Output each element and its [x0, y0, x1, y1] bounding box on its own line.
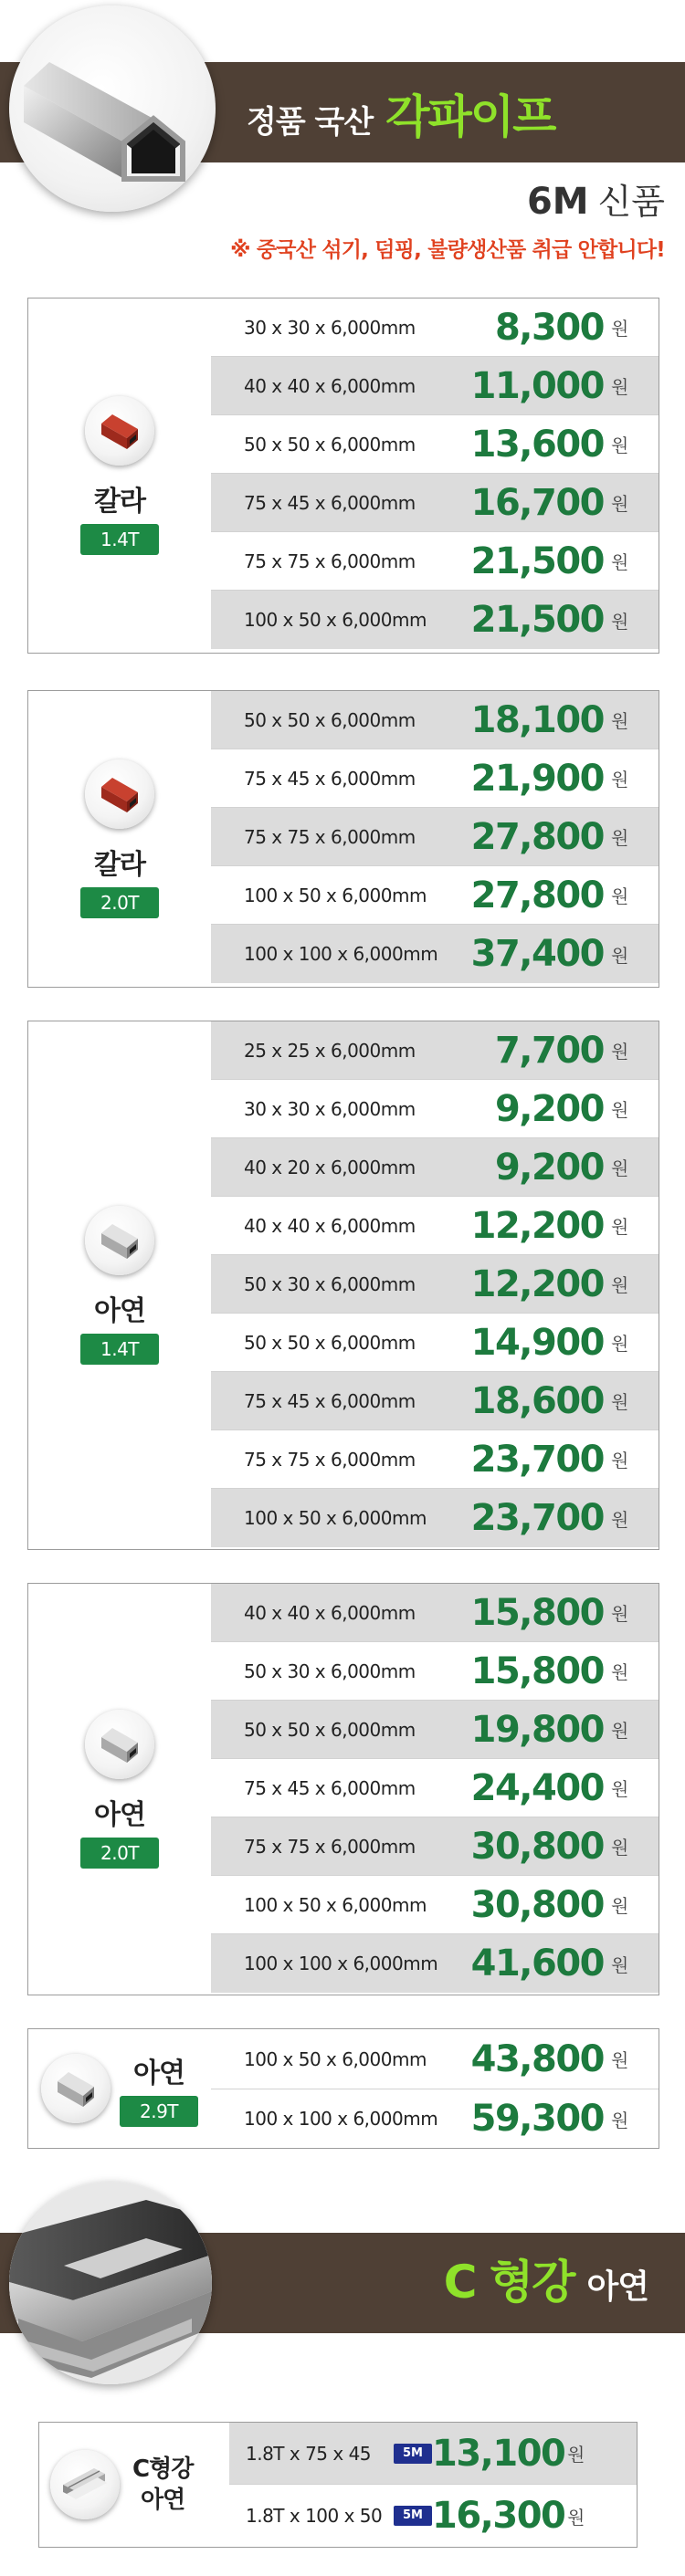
spec: 40 x 40 x 6,000mm	[244, 374, 416, 397]
spec: 75 x 45 x 6,000mm	[244, 1776, 416, 1799]
price-rows	[211, 1021, 659, 1549]
price-row	[211, 925, 659, 983]
c-product-line1: C형강	[132, 2456, 194, 2483]
c-channel-photo-icon	[9, 2182, 212, 2384]
price-row	[211, 1759, 659, 1817]
price: 23,700	[470, 1438, 604, 1481]
price: 27,800	[470, 815, 604, 858]
price: 23,700	[470, 1497, 604, 1539]
price-row	[211, 2029, 659, 2089]
spec: 100 x 50 x 6,000mm	[244, 1507, 427, 1529]
c-channel-product-photo	[9, 2182, 212, 2384]
galvanized-square-pipe-icon	[85, 1206, 154, 1275]
price-rows	[211, 1584, 659, 1995]
square-pipe-icon	[9, 5, 216, 212]
thickness-badge: 1.4T	[80, 1334, 159, 1365]
currency: 원	[611, 1157, 629, 1179]
currency: 원	[567, 2444, 585, 2466]
price-row	[211, 1584, 659, 1642]
price-block-galvanized-1-4t	[27, 1021, 659, 1550]
red-square-pipe-icon	[85, 759, 154, 829]
price-row	[211, 1021, 659, 1080]
spec: 75 x 75 x 6,000mm	[244, 1835, 416, 1858]
spec: 100 x 100 x 6,000mm	[244, 943, 438, 965]
spec: 50 x 50 x 6,000mm	[244, 1718, 416, 1741]
price-row	[229, 2485, 637, 2547]
spec: 100 x 50 x 6,000mm	[244, 1893, 427, 1916]
length-badge: 5M	[394, 2444, 432, 2464]
price: 15,800	[470, 1649, 604, 1692]
price-row	[211, 1430, 659, 1489]
price-row	[229, 2423, 637, 2485]
c-channel-icon	[50, 2450, 120, 2519]
price-row	[211, 1314, 659, 1372]
spec: 75 x 45 x 6,000mm	[244, 1389, 416, 1412]
price-block-color-1-4t	[27, 298, 659, 654]
subtitle-condition: 신품	[597, 182, 665, 222]
c-title-suffix: 아연	[586, 2268, 648, 2306]
currency: 원	[611, 376, 629, 398]
page-header	[0, 0, 685, 274]
spec: 25 x 25 x 6,000mm	[244, 1039, 416, 1062]
price-row	[211, 1138, 659, 1197]
currency: 원	[611, 1953, 629, 1976]
price-row	[211, 2089, 659, 2148]
price: 11,000	[470, 364, 604, 407]
spec: 75 x 45 x 6,000mm	[244, 491, 416, 514]
price: 12,200	[470, 1262, 604, 1305]
price: 19,800	[470, 1708, 604, 1751]
currency: 원	[611, 1333, 629, 1355]
spec: 30 x 30 x 6,000mm	[244, 316, 416, 339]
price-row	[211, 474, 659, 532]
price: 59,300	[470, 2098, 604, 2140]
currency: 원	[611, 710, 629, 732]
currency: 원	[611, 2049, 629, 2071]
price-row	[211, 866, 659, 925]
price-row	[211, 1197, 659, 1255]
price: 30,800	[470, 1883, 604, 1926]
thickness-badge: 2.0T	[80, 887, 159, 918]
c-channel-section-header	[0, 2182, 685, 2364]
price: 13,600	[470, 423, 604, 466]
subtitle-length: 6M	[526, 181, 589, 223]
spec: 100 x 50 x 6,000mm	[244, 2047, 427, 2070]
product-label	[28, 1584, 211, 1995]
currency: 원	[611, 1603, 629, 1625]
spec: 75 x 75 x 6,000mm	[244, 550, 416, 572]
currency: 원	[611, 1837, 629, 1859]
c-product-line2: 아연	[141, 2487, 185, 2514]
currency: 원	[611, 1216, 629, 1238]
currency: 원	[611, 827, 629, 849]
currency: 원	[611, 318, 629, 340]
material-label: 칼라	[94, 486, 145, 518]
price-block-galvanized-2-0t	[27, 1583, 659, 1995]
price-row	[211, 1080, 659, 1138]
currency: 원	[611, 769, 629, 791]
thickness-badge: 2.0T	[80, 1838, 159, 1869]
currency: 원	[611, 1508, 629, 1531]
spec: 1.8T x 75 x 45	[246, 2442, 372, 2465]
product-label	[28, 1021, 211, 1549]
currency: 원	[611, 885, 629, 907]
spec: 40 x 40 x 6,000mm	[244, 1214, 416, 1237]
spec: 75 x 45 x 6,000mm	[244, 767, 416, 790]
title-prefix: 정품 국산	[247, 104, 374, 141]
galvanized-square-pipe-icon	[85, 1710, 154, 1779]
price: 21,500	[470, 539, 604, 582]
spec: 1.8T x 100 x 50	[246, 2505, 383, 2527]
price-rows	[211, 691, 659, 987]
currency: 원	[611, 1041, 629, 1063]
price-row	[211, 1817, 659, 1876]
price: 41,600	[470, 1942, 604, 1984]
warning-notice: ※ 중국산 섞기, 덤핑, 불량생산품 취급 안합니다!	[230, 238, 665, 262]
currency: 원	[611, 944, 629, 967]
currency: 원	[611, 551, 629, 573]
price-block-galvanized-2-9t	[27, 2028, 659, 2149]
price: 18,100	[470, 698, 604, 741]
price-row	[211, 691, 659, 749]
price: 30,800	[470, 1825, 604, 1868]
c-product-name	[132, 2454, 193, 2516]
price-rows	[211, 2029, 659, 2148]
spec: 40 x 20 x 6,000mm	[244, 1156, 416, 1178]
spec: 100 x 50 x 6,000mm	[244, 884, 427, 906]
galvanized-square-pipe-icon	[41, 2054, 111, 2123]
price: 9,200	[494, 1146, 604, 1189]
price-block-c-channel	[38, 2422, 638, 2548]
spec: 100 x 100 x 6,000mm	[244, 2108, 438, 2130]
material-label: 칼라	[94, 849, 145, 881]
title-main: 각파이프	[385, 90, 555, 143]
price: 18,600	[470, 1379, 604, 1422]
currency: 원	[611, 493, 629, 515]
currency: 원	[611, 610, 629, 633]
spec: 100 x 100 x 6,000mm	[244, 1953, 438, 1974]
price-row	[211, 1489, 659, 1547]
spec: 75 x 75 x 6,000mm	[244, 1448, 416, 1471]
price-row	[211, 357, 659, 415]
price-row	[211, 1255, 659, 1314]
currency: 원	[611, 435, 629, 456]
currency: 원	[611, 1661, 629, 1683]
price: 16,700	[470, 481, 604, 524]
price-row	[211, 749, 659, 808]
price-row	[211, 532, 659, 591]
price-block-color-2-0t	[27, 690, 659, 988]
price: 21,500	[470, 599, 604, 641]
currency: 원	[611, 1274, 629, 1296]
currency: 원	[611, 1450, 629, 1471]
price: 16,300	[432, 2495, 565, 2537]
price-row	[211, 1372, 659, 1430]
spec: 50 x 50 x 6,000mm	[244, 708, 416, 731]
price-row	[211, 1876, 659, 1934]
header-title	[247, 80, 554, 146]
spec: 75 x 75 x 6,000mm	[244, 825, 416, 848]
price: 9,200	[494, 1087, 604, 1130]
spec: 50 x 30 x 6,000mm	[244, 1660, 416, 1682]
price: 12,200	[470, 1204, 604, 1247]
material-label: 아연	[133, 2058, 184, 2089]
spec: 40 x 40 x 6,000mm	[244, 1601, 416, 1624]
price-row	[211, 1701, 659, 1759]
price: 7,700	[494, 1029, 604, 1072]
c-title-main: C 형강	[443, 2256, 574, 2309]
price-rows	[211, 298, 659, 653]
currency: 원	[567, 2506, 585, 2529]
price-row	[211, 415, 659, 474]
price-row	[211, 808, 659, 866]
length-badge: 5M	[394, 2506, 432, 2526]
red-square-pipe-icon	[85, 396, 154, 466]
price: 8,300	[494, 306, 604, 349]
price: 15,800	[470, 1591, 604, 1634]
price-row	[211, 591, 659, 649]
price-row	[211, 298, 659, 357]
product-label	[28, 691, 211, 987]
product-label	[28, 2029, 211, 2148]
product-label	[28, 298, 211, 653]
price-rows	[229, 2423, 637, 2547]
material-label: 아연	[94, 1295, 145, 1327]
spec: 30 x 30 x 6,000mm	[244, 1097, 416, 1120]
spec: 100 x 50 x 6,000mm	[244, 609, 427, 631]
currency: 원	[611, 2109, 629, 2131]
spec: 50 x 30 x 6,000mm	[244, 1272, 416, 1295]
price: 24,400	[470, 1766, 604, 1809]
price: 43,800	[470, 2037, 604, 2080]
price: 13,100	[432, 2432, 565, 2475]
label-stack	[120, 2050, 198, 2127]
price-row	[211, 1934, 659, 1993]
price: 37,400	[470, 933, 604, 975]
square-pipe-product-photo	[9, 5, 216, 212]
currency: 원	[611, 1099, 629, 1121]
header-subtitle	[527, 173, 665, 224]
price: 27,800	[470, 874, 604, 916]
thickness-badge: 2.9T	[120, 2096, 198, 2127]
material-label: 아연	[94, 1799, 145, 1831]
spec: 50 x 50 x 6,000mm	[244, 433, 416, 456]
price-row	[211, 1642, 659, 1701]
currency: 원	[611, 1778, 629, 1800]
currency: 원	[611, 1720, 629, 1742]
currency: 원	[611, 1895, 629, 1917]
c-section-title	[444, 2246, 648, 2319]
spec: 50 x 50 x 6,000mm	[244, 1331, 416, 1354]
currency: 원	[611, 1391, 629, 1413]
price: 14,900	[470, 1321, 604, 1364]
thickness-badge: 1.4T	[80, 524, 159, 555]
price: 21,900	[470, 757, 604, 800]
product-label	[39, 2423, 229, 2547]
